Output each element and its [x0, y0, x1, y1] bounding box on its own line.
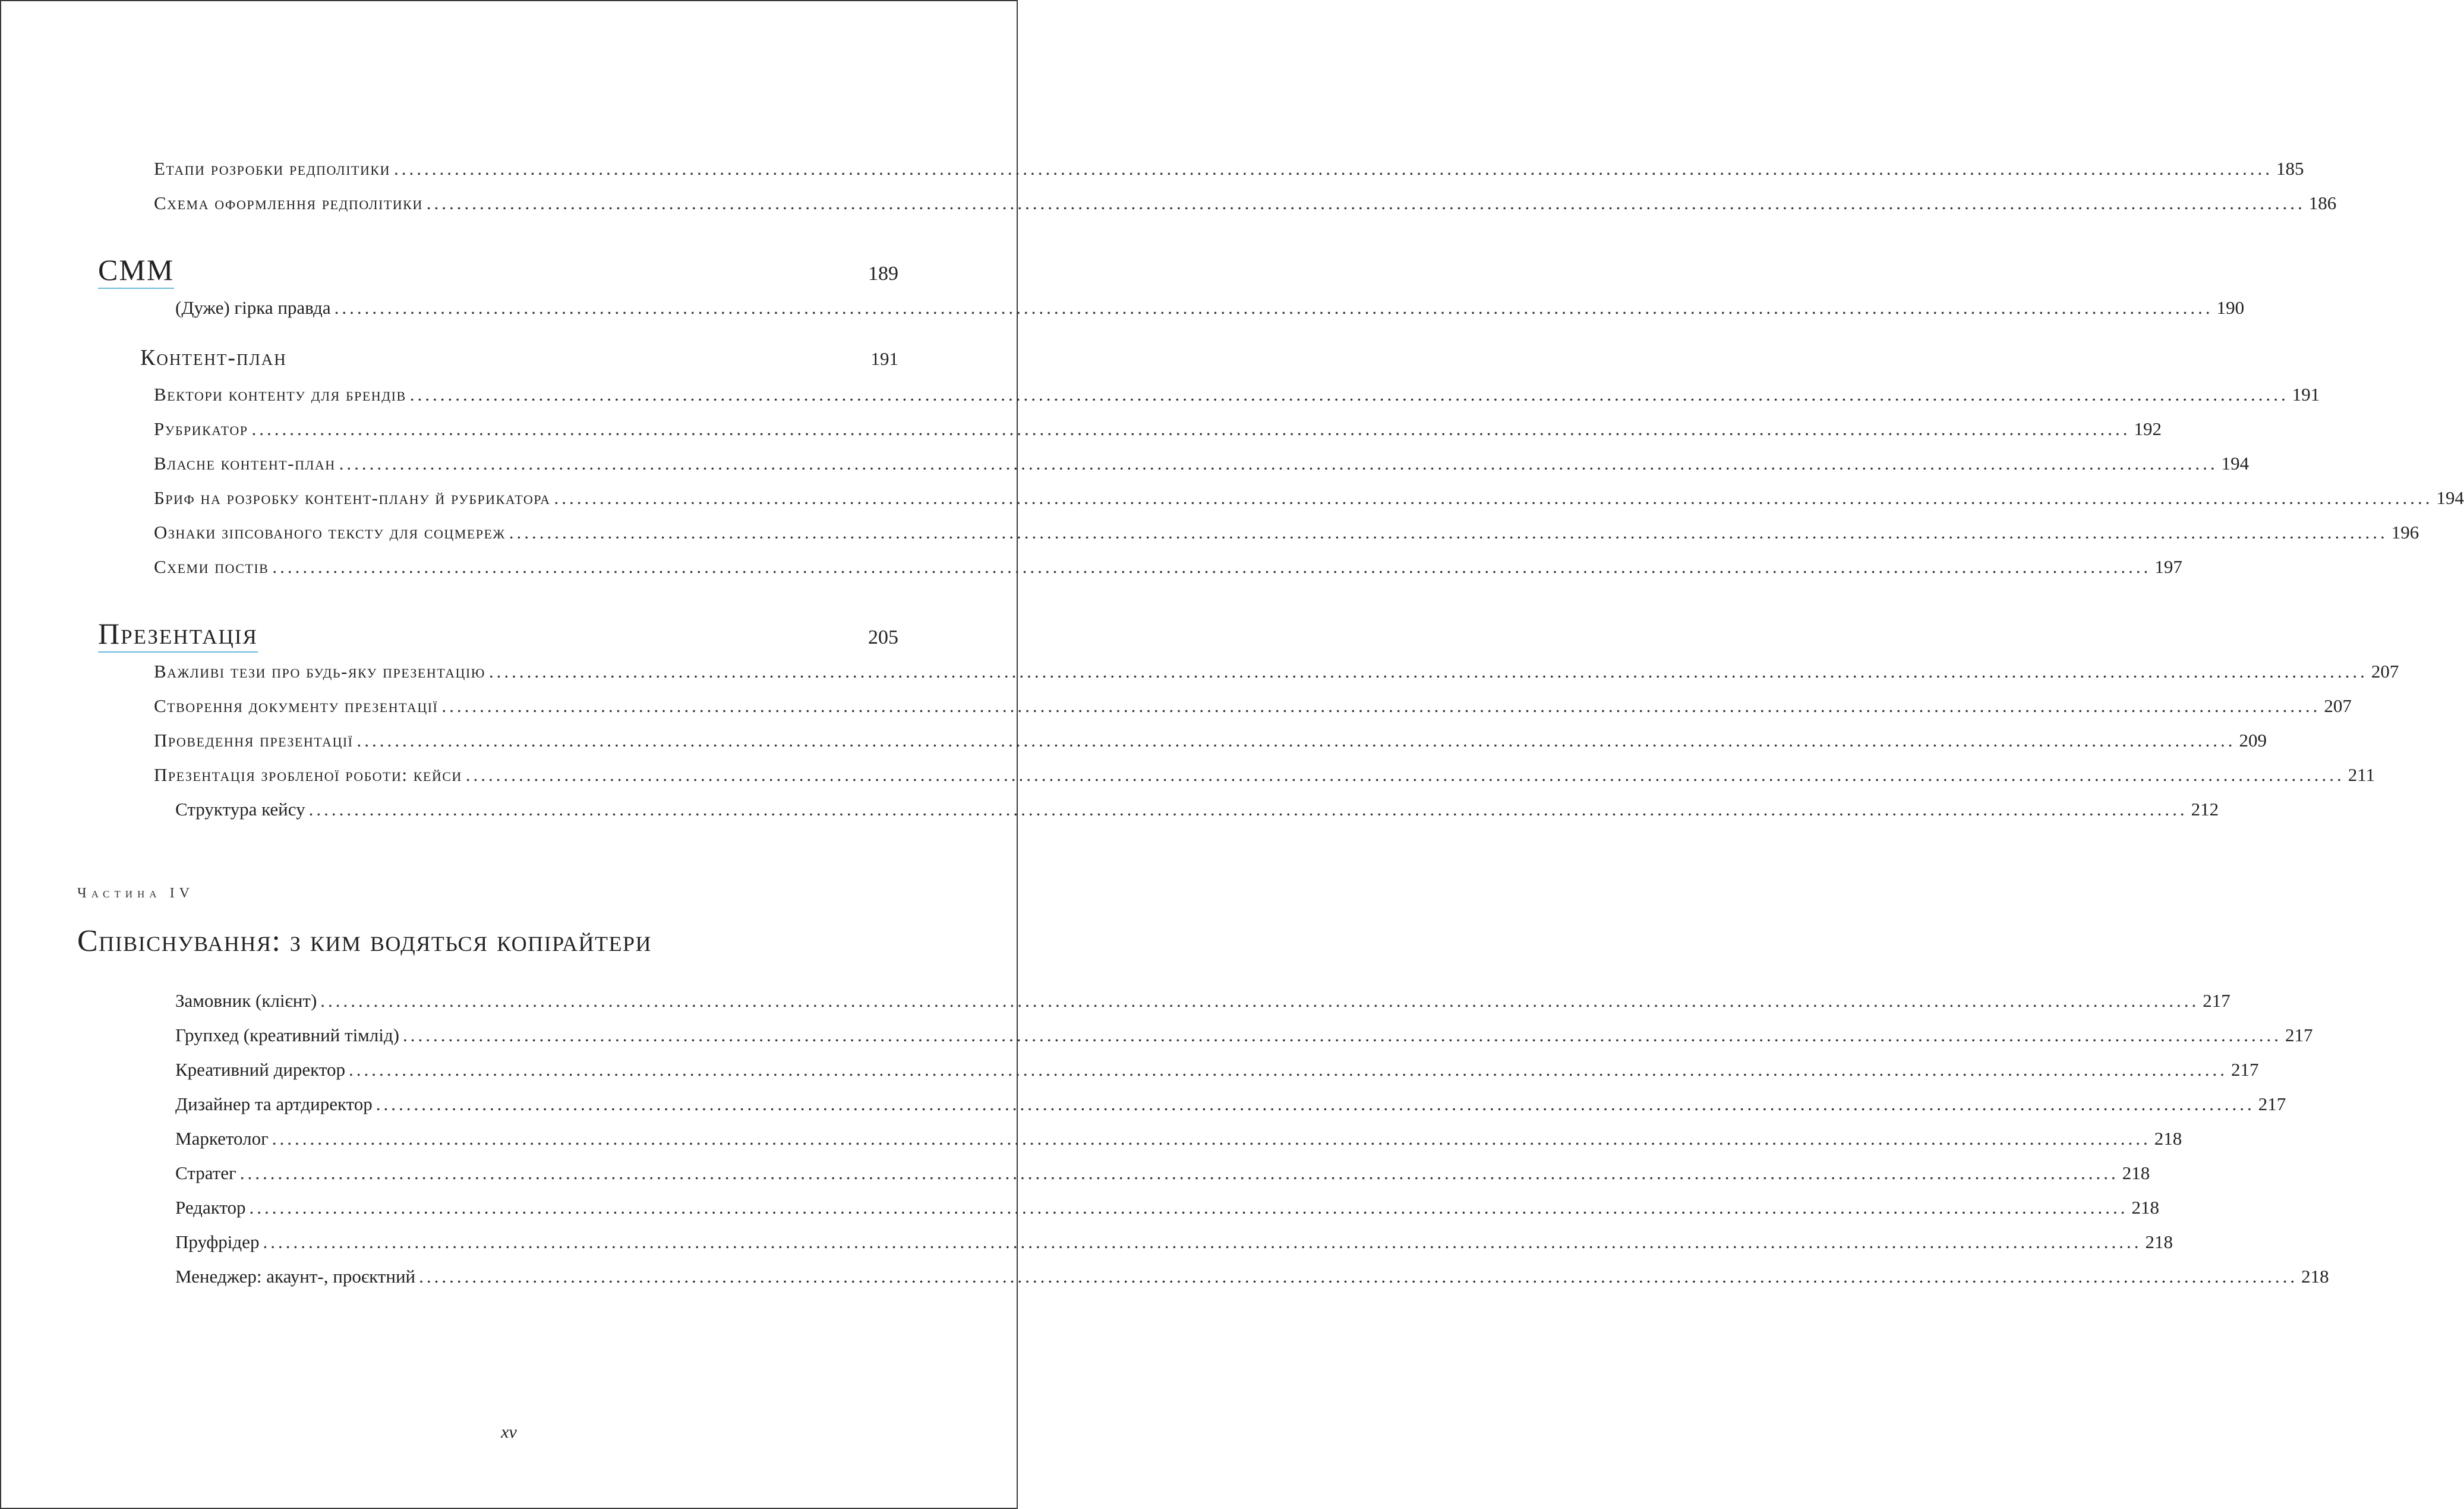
toc-entry-title: Бриф на розробку контент-плану й рубрикатора [154, 487, 551, 508]
toc-entry-page: 217 [2203, 990, 2230, 1011]
toc-entry-title: Структура кейсу [175, 799, 305, 820]
dot-leader: ........................................................................................................................................................................................................................................................ [320, 990, 2200, 1011]
toc-entry-title: Групхед (креативний тімлід) [175, 1025, 399, 1045]
toc-entry[interactable] [154, 555, 2182, 579]
section-heading-smm[interactable] [98, 252, 898, 289]
toc-entry-page: 218 [2154, 1128, 2182, 1149]
toc-entry[interactable] [154, 660, 2399, 683]
dot-leader: ........................................................................................................................................................................................................................................................ [334, 297, 2213, 318]
dot-leader: ........................................................................................................................................................................................................................................................ [239, 1163, 2119, 1183]
toc-entry[interactable] [154, 417, 2162, 441]
toc-entry[interactable] [175, 989, 2230, 1013]
toc-entry-page: 190 [2216, 297, 2245, 318]
toc-entry-title: Редактор [175, 1197, 246, 1218]
toc-entry-title: Схема оформлення редполітики [154, 193, 423, 213]
toc-entry-title: Менеджер: акаунт-, проєктний [175, 1266, 416, 1287]
part-title: Співіснування: з ким водяться копірайтери [77, 924, 652, 958]
toc-entry-page: 197 [2154, 556, 2182, 577]
toc-entry[interactable] [154, 694, 2352, 718]
dot-leader: ........................................................................................................................................................................................................................................................ [441, 695, 2321, 716]
subsection-heading-content-plan[interactable] [140, 345, 898, 371]
toc-entry-page: 185 [2276, 158, 2304, 179]
toc-entry-title: Рубрикатор [154, 418, 248, 439]
toc-entry[interactable] [175, 1127, 2182, 1151]
dot-leader: ........................................................................................................................................................................................................................................................ [393, 158, 2273, 179]
dot-leader: ........................................................................................................................................................................................................................................................ [509, 522, 2388, 543]
dot-leader: ........................................................................................................................................................................................................................................................ [376, 1094, 2255, 1114]
toc-entry-title: Креативний директор [175, 1059, 345, 1080]
toc-entry-page: 191 [2292, 384, 2320, 405]
dot-leader: ........................................................................................................................................................................................................................................................ [249, 1197, 2128, 1218]
toc-entry-page: 194 [2221, 453, 2250, 474]
subsection-page: 191 [870, 348, 898, 369]
toc-entry[interactable] [154, 157, 2304, 181]
toc-entry-title: Маркетолог [175, 1128, 269, 1149]
toc-entry-title: Важливі тези про будь-яку презентацію [154, 661, 485, 682]
toc-entry-title: Вектори контенту для брендів [154, 384, 406, 405]
dot-leader: ........................................................................................................................................................................................................................................................ [272, 1128, 2151, 1149]
toc-entry-title: Пруфрідер [175, 1231, 260, 1252]
toc-entry-title: Дизайнер та артдиректор [175, 1094, 373, 1114]
toc-entry-title: (Дуже) гірка правда [175, 297, 331, 318]
dot-leader: ........................................................................................................................................................................................................................................................ [554, 487, 2433, 508]
toc-entry-title: Ознаки зіпсованого тексту для соцмереж [154, 522, 506, 543]
toc-entry[interactable] [175, 1161, 2150, 1185]
toc-entry[interactable] [175, 1265, 2329, 1289]
toc-entry-page: 217 [2258, 1094, 2286, 1114]
dot-leader: ........................................................................................................................................................................................................................................................ [465, 764, 2345, 785]
toc-entry-page: 207 [2324, 695, 2352, 716]
toc-entry-title: Проведення презентації [154, 730, 354, 751]
toc-entry[interactable] [175, 1196, 2160, 1220]
toc-entry-title: Стратег [175, 1163, 236, 1183]
toc-entry-page: 218 [2131, 1197, 2160, 1218]
dot-leader: ........................................................................................................................................................................................................................................................ [348, 1059, 2228, 1080]
toc-entry-page: 192 [2134, 418, 2162, 439]
toc-entry[interactable] [175, 1023, 2313, 1047]
toc-entry[interactable] [154, 383, 2320, 407]
toc-entry-page: 218 [2145, 1231, 2173, 1252]
section-title: Презентація [98, 616, 258, 653]
dot-leader: ........................................................................................................................................................................................................................................................ [308, 799, 2188, 820]
toc-entry-page: 186 [2308, 193, 2337, 213]
toc-entry-title: Етапи розробки редполітики [154, 158, 390, 179]
subsection-title: Контент-план [140, 345, 287, 370]
toc-entry-page: 218 [2122, 1163, 2150, 1183]
dot-leader: ........................................................................................................................................................................................................................................................ [339, 453, 2218, 474]
toc-entry[interactable] [154, 521, 2419, 544]
toc-entry[interactable] [154, 486, 2464, 510]
dot-leader: ........................................................................................................................................................................................................................................................ [426, 193, 2305, 213]
toc-entry-title: Презентація зробленої роботи: кейси [154, 764, 462, 785]
dot-leader: ........................................................................................................................................................................................................................................................ [356, 730, 2236, 751]
toc-entry[interactable] [154, 191, 2337, 215]
part-label: Частина IV [77, 886, 194, 901]
section-page: 205 [868, 626, 898, 648]
toc-entry[interactable] [154, 729, 2267, 752]
toc-entry-page: 217 [2285, 1025, 2313, 1045]
dot-leader: ........................................................................................................................................................................................................................................................ [402, 1025, 2282, 1045]
toc-entry-page: 212 [2191, 799, 2219, 820]
toc-entry[interactable] [175, 1092, 2286, 1116]
dot-leader: ........................................................................................................................................................................................................................................................ [272, 556, 2151, 577]
dot-leader: ........................................................................................................................................................................................................................................................ [263, 1231, 2142, 1252]
dot-leader: ........................................................................................................................................................................................................................................................ [419, 1266, 2298, 1287]
section-page: 189 [868, 263, 898, 285]
toc-entry[interactable] [175, 1230, 2173, 1254]
toc-entry[interactable] [154, 763, 2375, 787]
toc-entry-title: Замовник (клієнт) [175, 990, 317, 1011]
toc-entry-page: 218 [2301, 1266, 2329, 1287]
toc-entry[interactable] [175, 296, 2245, 320]
toc-entry-title: Створення документу презентації [154, 695, 438, 716]
dot-leader: ........................................................................................................................................................................................................................................................ [409, 384, 2289, 405]
toc-entry-title: Власне контент-план [154, 453, 336, 474]
page-number-folio: xv [501, 1422, 517, 1442]
section-heading-presentation[interactable] [98, 616, 898, 653]
toc-entry[interactable] [175, 798, 2219, 821]
toc-entry-title: Схеми постів [154, 556, 269, 577]
toc-entry-page: 209 [2239, 730, 2267, 751]
dot-leader: ........................................................................................................................................................................................................................................................ [488, 661, 2368, 682]
toc-entry[interactable] [154, 452, 2250, 475]
toc-entry-page: 196 [2391, 522, 2419, 543]
toc-entry-page: 194 [2436, 487, 2464, 508]
toc-entry[interactable] [175, 1058, 2259, 1082]
toc-entry-page: 217 [2230, 1059, 2259, 1080]
dot-leader: ........................................................................................................................................................................................................................................................ [251, 418, 2131, 439]
toc-entry-page: 211 [2348, 764, 2375, 785]
section-title: СММ [98, 252, 174, 289]
toc-entry-page: 207 [2371, 661, 2399, 682]
